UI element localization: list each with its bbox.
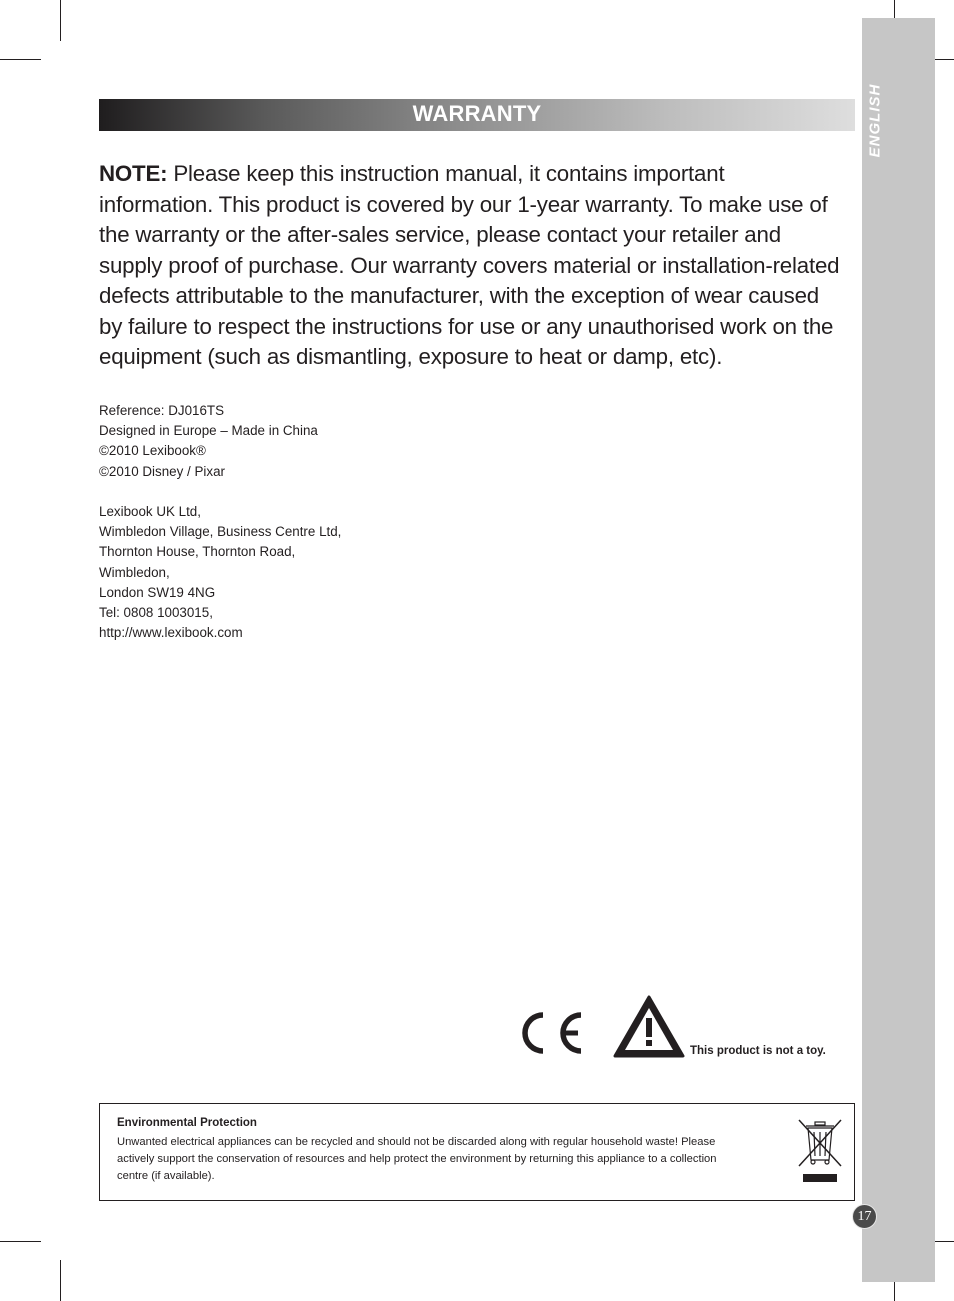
note-lead: NOTE: [99, 161, 168, 186]
crop-mark [60, 0, 61, 41]
not-a-toy-warning: This product is not a toy. [690, 1045, 826, 1057]
language-label: ENGLISH [866, 83, 884, 157]
page-number: 17 [852, 1204, 877, 1229]
copyright-line: ©2010 Lexibook® [99, 443, 206, 459]
copyright-line: ©2010 Disney / Pixar [99, 463, 225, 479]
environmental-protection-box [99, 1103, 855, 1201]
website-link[interactable]: http://www.lexibook.com [99, 625, 243, 641]
ce-mark-icon [512, 1008, 586, 1058]
address-line: Thornton House, Thornton Road, [99, 544, 296, 560]
address-line: Lexibook UK Ltd, [99, 504, 201, 519]
crop-mark [0, 59, 41, 60]
crossed-out-bin-icon [797, 1118, 843, 1184]
warning-triangle-icon [612, 994, 686, 1060]
section-title: WARRANTY [412, 101, 542, 126]
environment-text: Unwanted electrical appliances can be recycled and should not be discarded along with regular household waste! Please actively support the conservation of resources and help protect the environment by returning this appliance to a collection centre (if available). [117, 1136, 717, 1182]
address-line: Wimbledon, [99, 564, 170, 580]
address-line: London SW19 4NG [99, 584, 216, 600]
language-label-container [864, 80, 886, 160]
address-line: Wimbledon Village, Business Centre Ltd, [99, 524, 342, 540]
origin-line: Designed in Europe – Made in China [99, 423, 318, 439]
crop-mark [60, 1260, 61, 1301]
warranty-note [99, 159, 844, 373]
language-side-tab [862, 18, 935, 1282]
reference-line: Reference: DJ016TS [99, 403, 225, 418]
phone-line: Tel: 0808 1003015, [99, 605, 213, 621]
product-info-block [99, 401, 499, 643]
spacer [99, 482, 499, 502]
environment-title: Environmental Protection [117, 1117, 257, 1129]
note-text: Please keep this instruction manual, it contains important information. This product is covered by our 1-year warranty. To make use of the warranty or the after-sales service, please contact your retailer and supply proof of purchase. Our warranty covers material or installation-related defects attributable to the manufacturer, with the exception of wear caused by failure to respect the instructions for use or any unauthorised work on the equipment (such as dismantling, exposure to heat or damp, etc). [99, 161, 840, 369]
crop-mark [0, 1241, 41, 1242]
